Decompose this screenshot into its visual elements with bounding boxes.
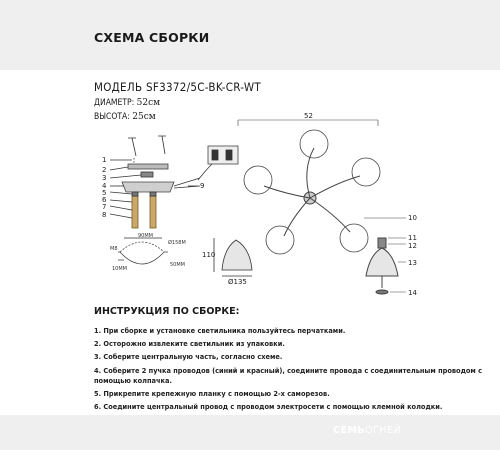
instruction-step: 2. Осторожно извлеките светильник из упаковки.	[94, 340, 285, 349]
width-dim-52: 52	[304, 112, 313, 120]
shade-profile	[214, 238, 252, 276]
callout-2: 2	[102, 166, 107, 174]
callout-6: 6	[102, 196, 107, 204]
diameter-label: ДИАМЕТР:	[94, 98, 135, 108]
height-value: 25см	[132, 112, 156, 122]
brand-logo	[333, 425, 401, 436]
footer-band	[0, 415, 500, 450]
callout-10: 10	[408, 214, 417, 222]
exploded-assembly	[110, 136, 238, 228]
instructions-list	[94, 326, 484, 415]
header-band	[0, 0, 500, 70]
callouts-right	[304, 112, 417, 297]
brand-part1: СЕМЬ	[333, 425, 366, 436]
brand-part2: ОГНЕЙ	[365, 425, 402, 436]
callout-7: 7	[102, 203, 107, 211]
callout-8: 8	[102, 211, 107, 219]
callout-4: 4	[102, 182, 107, 190]
callout-9: 9	[200, 182, 205, 190]
callout-1: 1	[102, 156, 107, 164]
instruction-step: 3. Соберите центральную часть, согласно схеме.	[94, 353, 283, 362]
dim-135: Ø135	[228, 278, 247, 286]
instructions-title: ИНСТРУКЦИЯ ПО СБОРКЕ:	[94, 306, 240, 317]
detail-50mm: 50MM	[170, 262, 185, 268]
shade-detail	[118, 238, 168, 264]
callout-3: 3	[102, 174, 107, 182]
chandelier-top-view	[238, 120, 406, 294]
dim-110: 110	[202, 251, 216, 259]
instruction-step: 4. Соберите 2 пучка проводов (синий и красный), соедините провода с соединительным проводом с помощью колпачка.	[94, 366, 483, 385]
diameter-spec	[94, 98, 160, 108]
callout-12: 12	[408, 242, 417, 250]
height-label: ВЫСОТА:	[94, 112, 130, 122]
detail-10mm: 10MM	[112, 266, 127, 272]
diameter-value: 52см	[136, 98, 161, 108]
callout-13: 13	[408, 259, 417, 267]
detail-158: Ø158M	[168, 240, 186, 246]
callout-5: 5	[102, 189, 107, 197]
instruction-step: 1. При сборке и установке светильника пользуйтесь перчатками.	[94, 327, 346, 335]
shade-detail-labels	[110, 233, 186, 272]
callout-11: 11	[408, 234, 417, 242]
instruction-step: 6. Соедините центральный провод с проводом электросети с помощью клемной колодки.	[94, 403, 443, 412]
model-label: МОДЕЛЬ SF3372/5C-BK-CR-WT	[94, 80, 261, 94]
callout-14: 14	[408, 289, 417, 297]
instruction-step: 5. Прикрепите крепежную планку с помощью 2-х саморезов.	[94, 390, 330, 399]
detail-m8: M8	[110, 246, 118, 252]
detail-90mm: 90MM	[138, 233, 153, 239]
page-title: СХЕМА СБОРКИ	[94, 30, 210, 45]
